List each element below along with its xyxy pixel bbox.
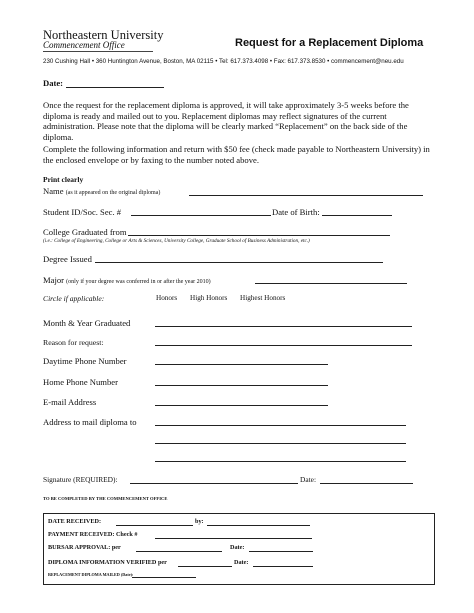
verified-date-label: Date: — [234, 559, 249, 566]
diploma-info-verified-field[interactable] — [178, 566, 232, 567]
name-label — [43, 186, 160, 196]
date-received-field[interactable] — [116, 525, 193, 526]
major-label — [43, 275, 211, 285]
print-clearly-heading: Print clearly — [43, 175, 84, 184]
replacement-mailed-label: REPLACEMENT DIPLOMA MAILED (Date): — [48, 572, 134, 577]
high-honors-option[interactable]: High Honors — [190, 294, 228, 302]
date-field[interactable] — [66, 87, 164, 88]
college-label: College Graduated from — [43, 227, 127, 237]
daytime-phone-field[interactable] — [155, 364, 328, 365]
degree-label: Degree Issued — [43, 254, 92, 264]
contact-address: 230 Cushing Hall • 360 Huntington Avenue, Boston, MA 02115 • Tel: 617.373.4098 • Fax: 617.373.8530 • commencement@neu.edu — [43, 58, 404, 65]
signature-label: Signature (REQUIRED): — [43, 475, 118, 484]
university-name: Northeastern University — [43, 28, 164, 42]
reason-field[interactable] — [155, 345, 412, 346]
office-name: Commencement Office — [43, 40, 125, 50]
check-number-field[interactable] — [155, 538, 312, 539]
received-by-label: by: — [195, 518, 204, 525]
student-id-label: Student ID/Soc. Sec. # — [43, 207, 122, 217]
date-label: Date: — [43, 78, 64, 88]
circle-if-applicable-label: Circle if applicable: — [43, 294, 105, 303]
diploma-info-verified-label: DIPLOMA INFORMATION VERIFIED per — [48, 559, 167, 566]
major-note: (only if your degree was conferred in or after the year 2010) — [66, 279, 211, 285]
college-field[interactable] — [128, 235, 390, 236]
dob-label: Date of Birth: — [272, 207, 320, 217]
student-id-field[interactable] — [131, 215, 271, 216]
dob-field[interactable] — [322, 215, 392, 216]
bursar-approval-label: BURSAR APPROVAL: per — [48, 544, 121, 551]
highest-honors-option[interactable]: Highest Honors — [240, 294, 286, 302]
bursar-date-field[interactable] — [249, 551, 313, 552]
month-year-label: Month & Year Graduated — [43, 318, 131, 328]
name-note: (as it appeared on the original diploma) — [65, 190, 161, 196]
home-phone-field[interactable] — [155, 385, 328, 386]
intro-paragraph-1: Once the request for the replacement diploma is approved, it will take approximately 3-5 weeks before the diploma is ready and mailed out to you. Replacement diplomas may reflect signatures of the current administration. Please note that the diploma will be clearly marked “Replacement” on the back side of the diploma. — [43, 100, 409, 142]
name-label-text: Name — [43, 186, 64, 196]
reason-label: Reason for request: — [43, 338, 104, 347]
date-received-label: DATE RECEIVED: — [48, 518, 102, 525]
mail-address-label: Address to mail diploma to — [43, 417, 137, 427]
month-year-field[interactable] — [155, 326, 412, 327]
mail-address-line-3[interactable] — [155, 461, 406, 462]
major-label-text: Major — [43, 275, 65, 285]
mail-address-line-1[interactable] — [155, 425, 406, 426]
logo-rule — [43, 51, 153, 52]
signature-field[interactable] — [130, 483, 298, 484]
received-by-field[interactable] — [207, 525, 310, 526]
honors-option[interactable]: Honors — [156, 294, 178, 302]
signature-date-label: Date: — [300, 475, 317, 484]
email-label: E-mail Address — [43, 397, 97, 407]
intro-paragraph-2: Complete the following information and return with $50 fee (check made payable to Northeastern University) in the enclosed envelope or by faxing to the number noted above. — [43, 144, 430, 165]
degree-field[interactable] — [95, 262, 383, 263]
college-note: (i.e.: College of Engineering, College or Arts & Sciences, University College, Graduate School of Business Administration, etc.) — [43, 238, 310, 244]
mail-address-line-2[interactable] — [155, 443, 406, 444]
daytime-phone-label: Daytime Phone Number — [43, 356, 127, 366]
replacement-mailed-field[interactable] — [132, 577, 196, 578]
signature-date-field[interactable] — [320, 483, 413, 484]
home-phone-label: Home Phone Number — [43, 377, 118, 387]
major-field[interactable] — [255, 283, 407, 284]
page-title: Request for a Replacement Diploma — [235, 37, 424, 49]
name-field[interactable] — [189, 195, 423, 196]
email-field[interactable] — [155, 405, 328, 406]
payment-received-label: PAYMENT RECEIVED: Check # — [48, 531, 138, 538]
bursar-approval-field[interactable] — [136, 551, 222, 552]
office-use-heading: TO BE COMPLETED BY THE COMMENCEMENT OFFICE — [43, 496, 168, 501]
verified-date-field[interactable] — [253, 566, 313, 567]
bursar-date-label: Date: — [230, 544, 245, 551]
